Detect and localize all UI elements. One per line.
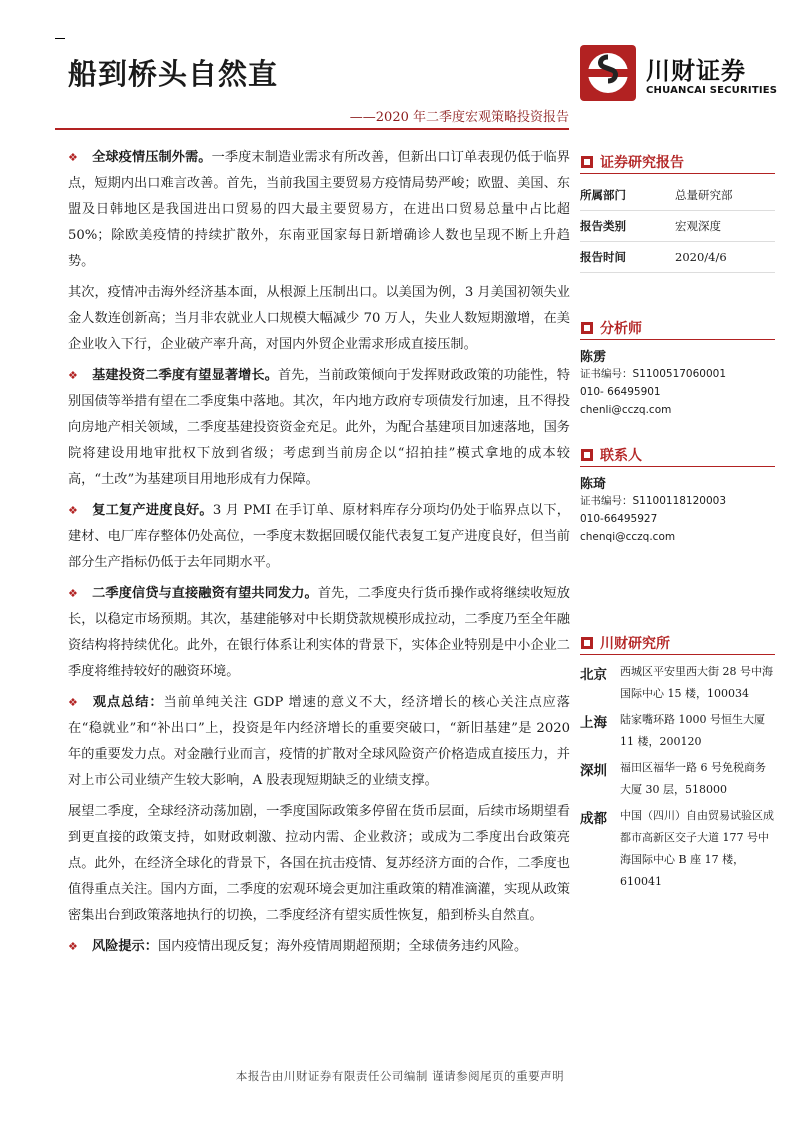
info-row-date — [580, 242, 775, 273]
office-city: 北京 — [580, 667, 607, 683]
page-title: 船到桥头自然直 — [68, 57, 279, 91]
paragraph-text: 其次，疫情冲击海外经济基本面，从根源上压制出口。以美国为例，3 月美国初领失业金人数连创新高；当月非农就业人口规模大幅减少 70 万人，失业人数短期激增，在美企业收入下行，企业破产率升高，对国内外贸企业需求形成直接压制。 — [68, 285, 570, 352]
paragraph-text: 展望二季度，全球经济动荡加剧，一季度国际政策多停留在货币层面，后续市场期望看到更直接的政策支持，如财政刺激、拉动内需、企业救济；或成为二季度出台政策亮点。此外，在经济全球化的背景下，各国在抗击疫情、复苏经济方面的合作，二季度也值得重点关注。国内方面，二季度的宏观环境会更加注重政策的精准滴灌，实现从政策密集出台到政策落地执行的切换，二季度经济有望实质性恢复，船到桥头自然直。 — [68, 804, 570, 923]
paragraph-heading: 风险提示： — [92, 939, 158, 954]
paragraph-text: 一季度末制造业需求有所改善，但新出口订单表现仍低于临界点，短期内出口难言改善。首先，当前我国主要贸易方疫情局势严峻；欧盟、美国、东盟及日韩地区是我国进出口贸易的四大最主要贸易方，在进出口贸易总量中占比超 50%；除欧美疫情的持续扩散外，东南亚国家每日新增确诊人数也呈现不断上升趋势。 — [68, 150, 571, 269]
section-title-analyst — [580, 316, 775, 340]
section-title-text: 川财研究所 — [600, 635, 670, 652]
diamond-bullet-icon: ❖ — [68, 151, 78, 164]
section-title-text: 证券研究报告 — [600, 154, 684, 171]
section-title-institute — [580, 631, 775, 655]
paragraph-overseas-economy — [68, 280, 570, 358]
paragraph-outlook — [68, 799, 570, 929]
info-value: 宏观深度 — [675, 219, 721, 233]
logo-english-name: CHUANCAI SECURITIES — [646, 85, 778, 96]
analyst-phone: 010- 66495901 — [580, 386, 661, 398]
diamond-bullet-icon: ❖ — [68, 587, 78, 600]
info-row-category — [580, 211, 775, 242]
office-address: 西城区平安里西大街 28 号中海国际中心 15 楼，100034 — [620, 665, 773, 700]
analyst-cert: 证书编号：S1100517060001 — [580, 368, 727, 380]
paragraph-heading: 复工复产进度良好。 — [92, 503, 213, 518]
office-beijing — [580, 661, 775, 705]
contact-cert: 证书编号：S1100118120003 — [580, 495, 727, 507]
paragraph-text: 国内疫情出现反复；海外疫情周期超预期；全球债务违约风险。 — [157, 939, 528, 954]
diamond-bullet-icon: ❖ — [68, 369, 78, 382]
office-address: 中国（四川）自由贸易试验区成都市高新区交子大道 177 号中海国际中心 B 座 17 楼，610041 — [620, 809, 774, 888]
paragraph-resumption — [68, 498, 570, 576]
paragraph-heading: 观点总结： — [92, 695, 164, 710]
info-row-department — [580, 180, 775, 211]
chuancai-logo-icon — [580, 45, 636, 101]
office-city: 上海 — [580, 715, 607, 731]
info-value: 2020/4/6 — [675, 250, 727, 264]
paragraph-text: 当前单纯关注 GDP 增速的意义不大，经济增长的核心关注点应落在“稳就业”和“补出口”上，投资是年内经济增长的重要突破口，“新旧基建”是 2020 年的重要发力点。对金融行业而言，疫情的扩散对全球风险资产价格造成直接压力，并对上市公司业绩产生较大影响，A 股表现短期缺乏的业绩支撑。 — [68, 695, 570, 788]
office-city: 深圳 — [580, 763, 607, 779]
office-chengdu — [580, 805, 775, 893]
report-subtitle: ——2020 年二季度宏观策略投资报告 — [349, 110, 569, 125]
analyst-email[interactable]: chenli@cczq.com — [580, 404, 672, 416]
office-address: 陆家嘴环路 1000 号恒生大厦 11 楼，200120 — [620, 713, 765, 748]
red-square-icon — [580, 321, 594, 335]
contact-phone: 010-66495927 — [580, 513, 658, 525]
section-title-contact — [580, 443, 775, 467]
info-value: 总量研究部 — [675, 188, 733, 202]
paragraph-text: 首先，当前政策倾向于发挥财政政策的功能性，特别国债等举措有望在二季度集中落地。其次，年内地方政府专项债发行加速，且不得投向房地产相关领域，二季度基建投资资金充足。此外，为配合基建项目加速落地，国务院将建设用地审批权下放到省级；考虑到当前房企以“招拍挂”模式拿地的成本较高，“土改”为基建项目用地形成有力保障。 — [68, 368, 571, 487]
page-footer: 本报告由川财证券有限责任公司编制 谨请参阅尾页的重要声明 — [235, 1069, 565, 1083]
section-title-report — [580, 150, 775, 174]
paragraph-infrastructure — [68, 363, 570, 493]
contact-email[interactable]: chenqi@cczq.com — [580, 531, 676, 543]
diamond-bullet-icon: ❖ — [68, 940, 78, 953]
office-city: 成都 — [580, 811, 607, 827]
contact-name: 陈琦 — [580, 477, 607, 492]
office-shanghai — [580, 709, 775, 753]
office-shenzhen — [580, 757, 775, 801]
red-square-icon — [580, 155, 594, 169]
paragraph-heading: 基建投资二季度有望显著增长。 — [92, 368, 278, 383]
info-label: 所属部门 — [580, 188, 626, 202]
report-body — [68, 145, 570, 965]
sidebar — [580, 150, 775, 897]
info-label: 报告类别 — [580, 219, 626, 233]
header-divider — [55, 128, 569, 130]
logo-chinese-name: 川财证券 — [646, 57, 746, 85]
paragraph-summary — [68, 690, 570, 794]
paragraph-text: 首先，二季度央行货币操作或将继续收短放长，以稳定市场预期。其次，基建能够对中长期贷款规模形成拉动，二季度乃至全年融资结构将持续优化。此外，在银行体系让利实体的背景下，实体企业特别是中小企业二季度将维持较好的融资环境。 — [68, 586, 570, 679]
page-corner-mark — [55, 38, 65, 39]
paragraph-risk — [68, 934, 570, 960]
office-address: 福田区福华一路 6 号免税商务大厦 30 层，518000 — [620, 761, 766, 796]
diamond-bullet-icon: ❖ — [68, 696, 78, 709]
paragraph-external-demand — [68, 145, 570, 275]
info-label: 报告时间 — [580, 250, 626, 264]
section-title-text: 联系人 — [600, 447, 642, 464]
paragraph-credit-financing — [68, 581, 570, 685]
diamond-bullet-icon: ❖ — [68, 504, 78, 517]
red-square-icon — [580, 636, 594, 650]
paragraph-heading: 二季度信贷与直接融资有望共同发力。 — [92, 586, 318, 601]
analyst-name: 陈雳 — [580, 350, 607, 365]
paragraph-heading: 全球疫情压制外需。 — [92, 150, 212, 165]
paragraph-text: 3 月 PMI 在手订单、原材料库存分项均仍处于临界点以下，建材、电厂库存整体仍处高位，一季度末数据回暖仅能代表复工复产进度良好，但当前部分生产指标仍低于去年同期水平。 — [68, 503, 570, 570]
section-title-text: 分析师 — [600, 320, 642, 337]
red-square-icon — [580, 448, 594, 462]
company-logo — [580, 45, 778, 105]
